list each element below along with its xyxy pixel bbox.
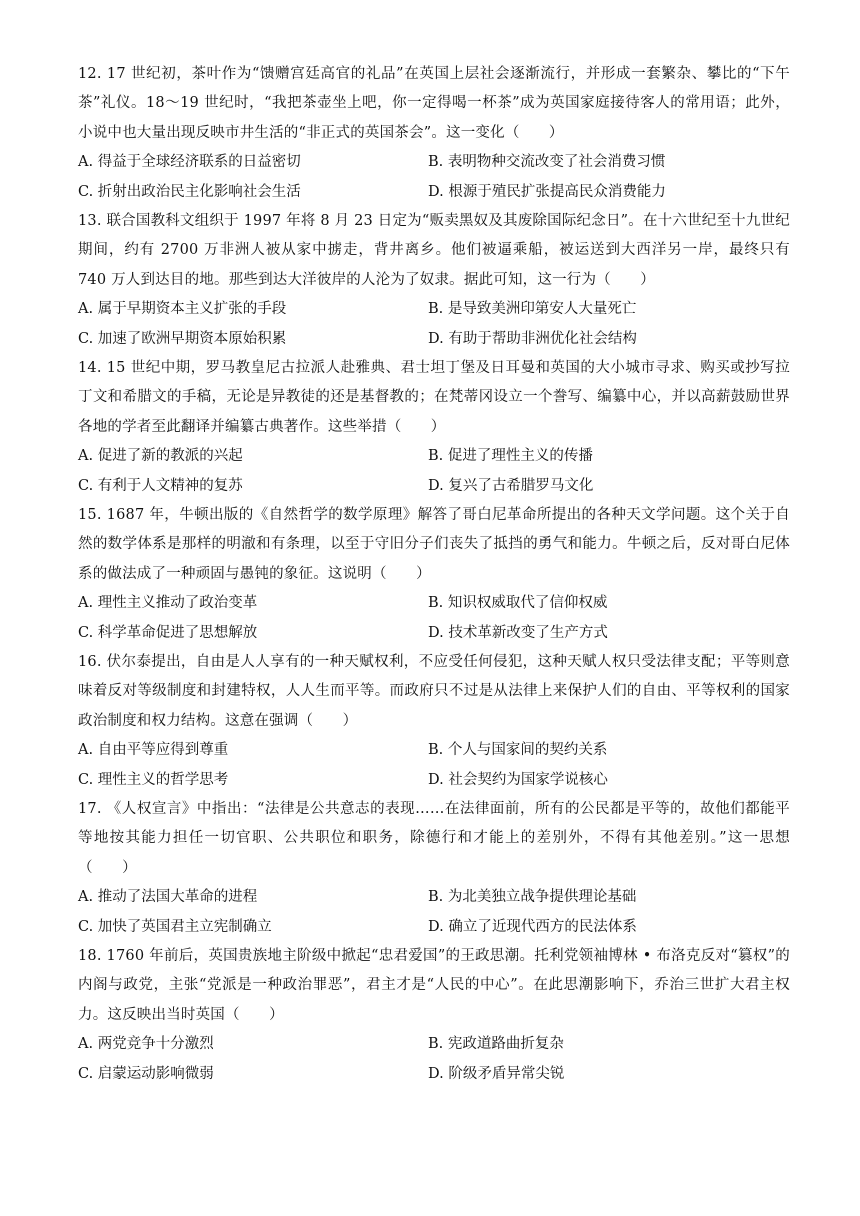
option-b: B. 为北美独立战争提供理论基础 [428, 889, 637, 906]
option-c: C. 加快了英国君主立宪制确立 [78, 918, 272, 935]
option-d: D. 复兴了古希腊罗马文化 [428, 477, 594, 494]
option-c: C. 加速了欧洲早期资本原始积累 [78, 330, 287, 347]
question-stem: 12. 17 世纪初，茶叶作为“馈赠宫廷高官的礼品”在英国上层社会逐渐流行，并形成一套繁杂、攀比的“下午茶”礼仪。18～19 世纪时，“我把茶壶坐上吧，你一定得喝一杯茶”成为英国家庭接待客人的常用语；此外，小说中也大量出现反映市井生活的“非正式的英国茶会”。这一变化（ ） [78, 66, 790, 141]
options [78, 589, 790, 648]
question-17 [78, 795, 790, 942]
question-13 [78, 207, 790, 354]
question-stem: 18. 1760 年前后，英国贵族地主阶级中掀起“忠君爱国”的王政思潮。托利党领袖博林 • 布洛克反对“篡权”的内阁与政党，主张“党派是一种政治罪恶”，君主才是“人民的中心”。在此思潮影响下，乔治三世扩大君主权力。这反映出当时英国（ ） [78, 948, 790, 1023]
option-a: A. 推动了法国大革命的进程 [78, 889, 258, 906]
option-c: C. 理性主义的哲学思考 [78, 771, 229, 788]
question-stem: 14. 15 世纪中期，罗马教皇尼古拉派人赴雅典、君士坦丁堡及日耳曼和英国的大小城市寻求、购买或抄写拉丁文和希腊文的手稿，无论是异教徒的还是基督教的；在梵蒂冈设立一个誊写、编纂中心，并以高薪鼓励世界各地的学者至此翻译并编纂古典著作。这些举措（ ） [78, 360, 790, 435]
option-a: A. 两党竞争十分激烈 [78, 1036, 214, 1053]
question-stem: 16. 伏尔泰提出，自由是人人享有的一种天赋权利，不应受任何侵犯，这种天赋人权只受法律支配；平等则意味着反对等级制度和封建特权，人人生而平等。而政府只不过是从法律上来保护人们的自由、平等权利的国家政治制度和权力结构。这意在强调（ ） [78, 654, 790, 729]
question-14 [78, 354, 790, 501]
option-c: C. 启蒙运动影响微弱 [78, 1065, 214, 1082]
option-b: B. 表明物种交流改变了社会消费习惯 [428, 154, 666, 171]
options [78, 1030, 790, 1089]
option-a: A. 理性主义推动了政治变革 [78, 595, 258, 612]
question-stem: 17. 《人权宣言》中指出：“法律是公共意志的表现……在法律面前，所有的公民都是平等的，故他们都能平等地按其能力担任一切官职、公共职位和职务，除德行和才能上的差别外，不得有其他差别。”这一思想（ ） [78, 801, 790, 876]
option-d: D. 有助于帮助非洲优化社会结构 [428, 330, 637, 347]
option-d: D. 社会契约为国家学说核心 [428, 771, 608, 788]
question-stem: 15. 1687 年，牛顿出版的《自然哲学的数学原理》解答了哥白尼革命所提出的各种天文学问题。这个关于自然的数学体系是那样的明澈和有条理，以至于守旧分子们丧失了抵挡的勇气和能力。牛顿之后，反对哥白尼体系的做法成了一种顽固与愚钝的象征。这说明（ ） [78, 507, 790, 582]
option-b: B. 宪政道路曲折复杂 [428, 1036, 564, 1053]
option-b: B. 是导致美洲印第安人大量死亡 [428, 301, 637, 318]
option-c: C. 有利于人文精神的复苏 [78, 477, 243, 494]
option-a: A. 促进了新的教派的兴起 [78, 448, 243, 465]
option-c: C. 折射出政治民主化影响社会生活 [78, 183, 301, 200]
option-d: D. 技术革新改变了生产方式 [428, 624, 608, 641]
options [78, 442, 790, 501]
question-12 [78, 60, 790, 207]
option-b: B. 个人与国家间的契约关系 [428, 742, 608, 759]
options [78, 148, 790, 207]
option-d: D. 根源于殖民扩张提高民众消费能力 [428, 183, 666, 200]
option-b: B. 促进了理性主义的传播 [428, 448, 593, 465]
options [78, 295, 790, 354]
question-15 [78, 501, 790, 648]
option-d: D. 阶级矛盾异常尖锐 [428, 1065, 565, 1082]
options [78, 883, 790, 942]
option-a: A. 属于早期资本主义扩张的手段 [78, 301, 287, 318]
option-a: A. 得益于全球经济联系的日益密切 [78, 154, 301, 171]
options [78, 736, 790, 795]
question-stem: 13. 联合国教科文组织于 1997 年将 8 月 23 日定为“贩卖黑奴及其废除国际纪念日”。在十六世纪至十九世纪期间，约有 2700 万非洲人被从家中掳走，背井离乡。他们被逼乘船，被运送到大西洋另一岸，最终只有 740 万人到达目的地。那些到达大洋彼岸的人沦为了奴隶。据此可知，这一行为（ ） [78, 213, 790, 288]
option-b: B. 知识权威取代了信仰权威 [428, 595, 608, 612]
question-16 [78, 648, 790, 795]
question-18 [78, 942, 790, 1089]
option-d: D. 确立了近现代西方的民法体系 [428, 918, 637, 935]
option-a: A. 自由平等应得到尊重 [78, 742, 229, 759]
option-c: C. 科学革命促进了思想解放 [78, 624, 258, 641]
